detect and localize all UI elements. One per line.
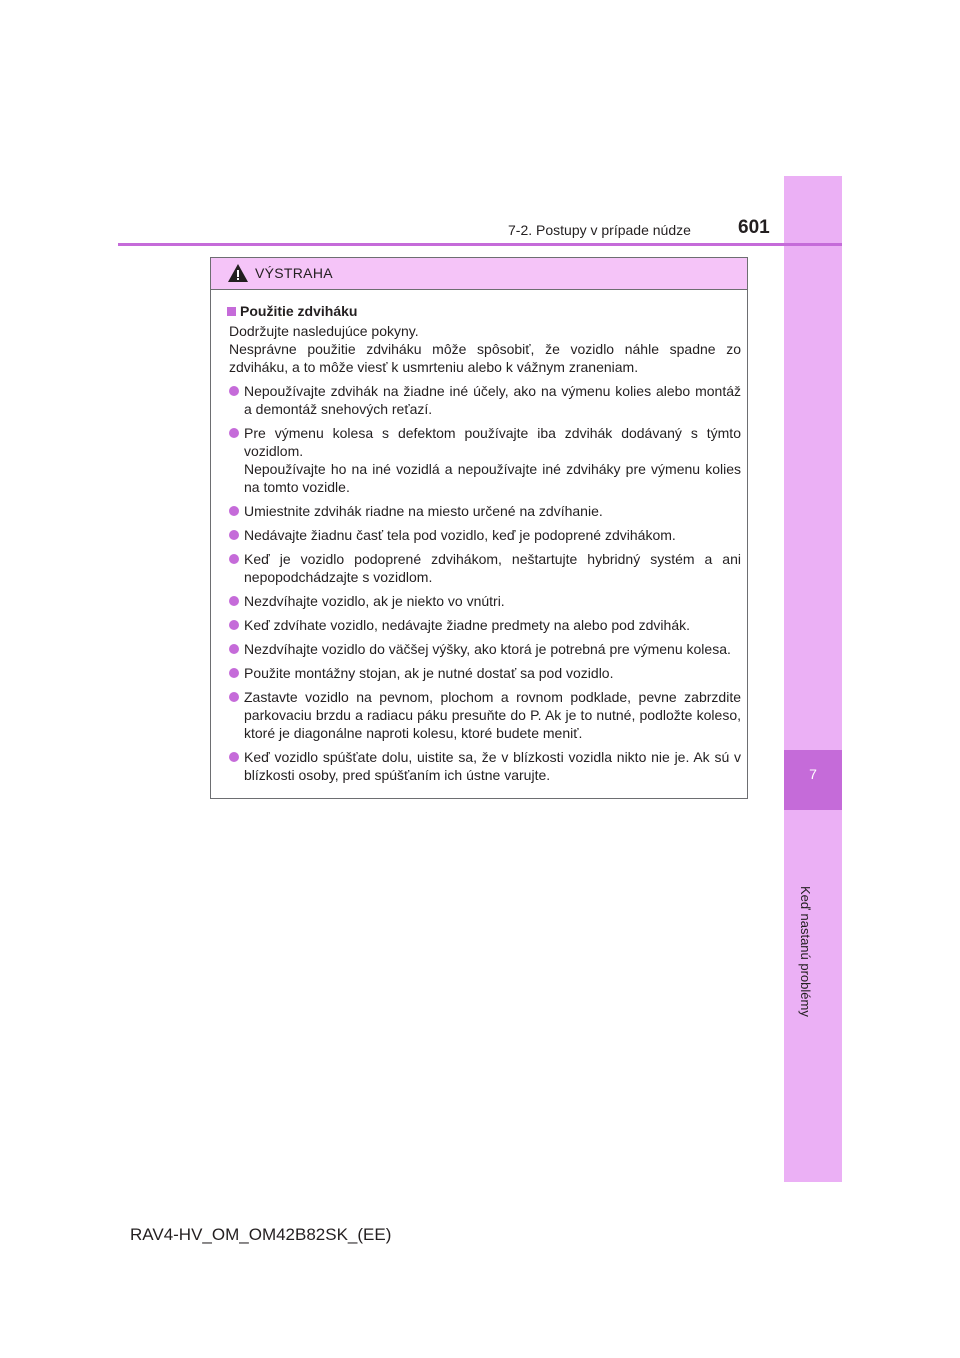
warning-body <box>211 290 747 784</box>
list-item <box>227 592 741 610</box>
list-item-text: Umiestnite zdvihák riadne na miesto určené na zdvíhanie. <box>244 503 603 519</box>
list-item-text: Nezdvíhajte vozidlo, ak je niekto vo vnútri. <box>244 593 505 609</box>
list-item <box>227 424 741 496</box>
list-item <box>227 664 741 682</box>
bullet-dot-icon <box>229 752 239 762</box>
bullet-dot-icon <box>229 530 239 540</box>
list-item-text: Nepoužívajte zdvihák na žiadne iné účely, ako na výmenu kolies alebo montáž a demontáž snehových reťazí. <box>244 383 741 417</box>
chapter-number: 7 <box>809 766 817 782</box>
list-item-text: Keď vozidlo spúšťate dolu, uistite sa, že v blízkosti vozidla nikto nie je. Ak sú v blízkosti osoby, pred spúšťaním ich ústne varujte. <box>244 749 741 783</box>
warning-triangle-icon <box>227 263 249 283</box>
bullet-dot-icon <box>229 692 239 702</box>
list-item-text: Pre výmenu kolesa s defektom používajte iba zdvihák dodávaný s týmto vozidlom. <box>244 425 741 459</box>
document-code: RAV4-HV_OM_OM42B82SK_(EE) <box>130 1225 392 1244</box>
bullet-dot-icon <box>229 596 239 606</box>
bullet-dot-icon <box>229 620 239 630</box>
warning-bullet-list <box>227 382 741 784</box>
list-item <box>227 526 741 544</box>
list-item-text: Nezdvíhajte vozidlo do väčšej výšky, ako ktorá je potrebná pre výmenu kolesa. <box>244 641 731 657</box>
page-number: 601 <box>738 217 770 238</box>
list-item-text: Nepoužívajte ho na iné vozidlá a nepoužívajte iné zdviháky pre výmenu kolies na tomto vozidle. <box>244 461 741 495</box>
section-title: 7-2. Postupy v prípade núdze <box>508 222 691 238</box>
bullet-dot-icon <box>229 386 239 396</box>
list-item-text: Keď zdvíhate vozidlo, nedávajte žiadne predmety na alebo pod zdvihák. <box>244 617 691 633</box>
list-item-text: Nedávajte žiadnu časť tela pod vozidlo, keď je podoprené zdvihákom. <box>244 527 676 543</box>
warning-header <box>211 258 747 290</box>
intro-line: Nesprávne použitie zdviháku môže spôsobiť, že vozidlo náhle spadne zo zdviháku, a to môže viesť k usmrteniu alebo k vážnym zraneniam. <box>229 341 741 375</box>
list-item <box>227 382 741 418</box>
bullet-dot-icon <box>229 668 239 678</box>
list-item <box>227 748 741 784</box>
chapter-side-tab <box>784 176 842 1182</box>
list-item <box>227 688 741 742</box>
list-item-text: Keď je vozidlo podoprené zdvihákom, neštartujte hybridný systém a ani nepopodchádzajte s vozidlom. <box>244 551 741 585</box>
list-item <box>227 502 741 520</box>
chapter-title: Keď nastanú problémy <box>798 886 813 1017</box>
warning-box <box>210 257 748 799</box>
bullet-dot-icon <box>229 506 239 516</box>
list-item <box>227 550 741 586</box>
bullet-dot-icon <box>229 428 239 438</box>
header-divider <box>118 243 842 246</box>
warning-heading <box>227 302 741 320</box>
warning-heading-text: Použitie zdviháku <box>240 303 358 319</box>
square-bullet-icon <box>227 307 236 316</box>
warning-label: VÝSTRAHA <box>255 265 333 281</box>
list-item-text: Použite montážny stojan, ak je nutné dostať sa pod vozidlo. <box>244 665 614 681</box>
list-item <box>227 640 741 658</box>
list-item-text: Zastavte vozidlo na pevnom, plochom a rovnom podklade, pevne zabrzdite parkovaciu brzdu a radiacu páku presuňte do P. Ak je to nutné, podložte koleso, ktoré je diagonálne naproti kolesu, ktoré budete meniť. <box>244 689 741 741</box>
intro-line: Dodržujte nasledujúce pokyny. <box>229 323 419 339</box>
bullet-dot-icon <box>229 644 239 654</box>
warning-intro <box>227 322 741 376</box>
list-item <box>227 616 741 634</box>
bullet-dot-icon <box>229 554 239 564</box>
